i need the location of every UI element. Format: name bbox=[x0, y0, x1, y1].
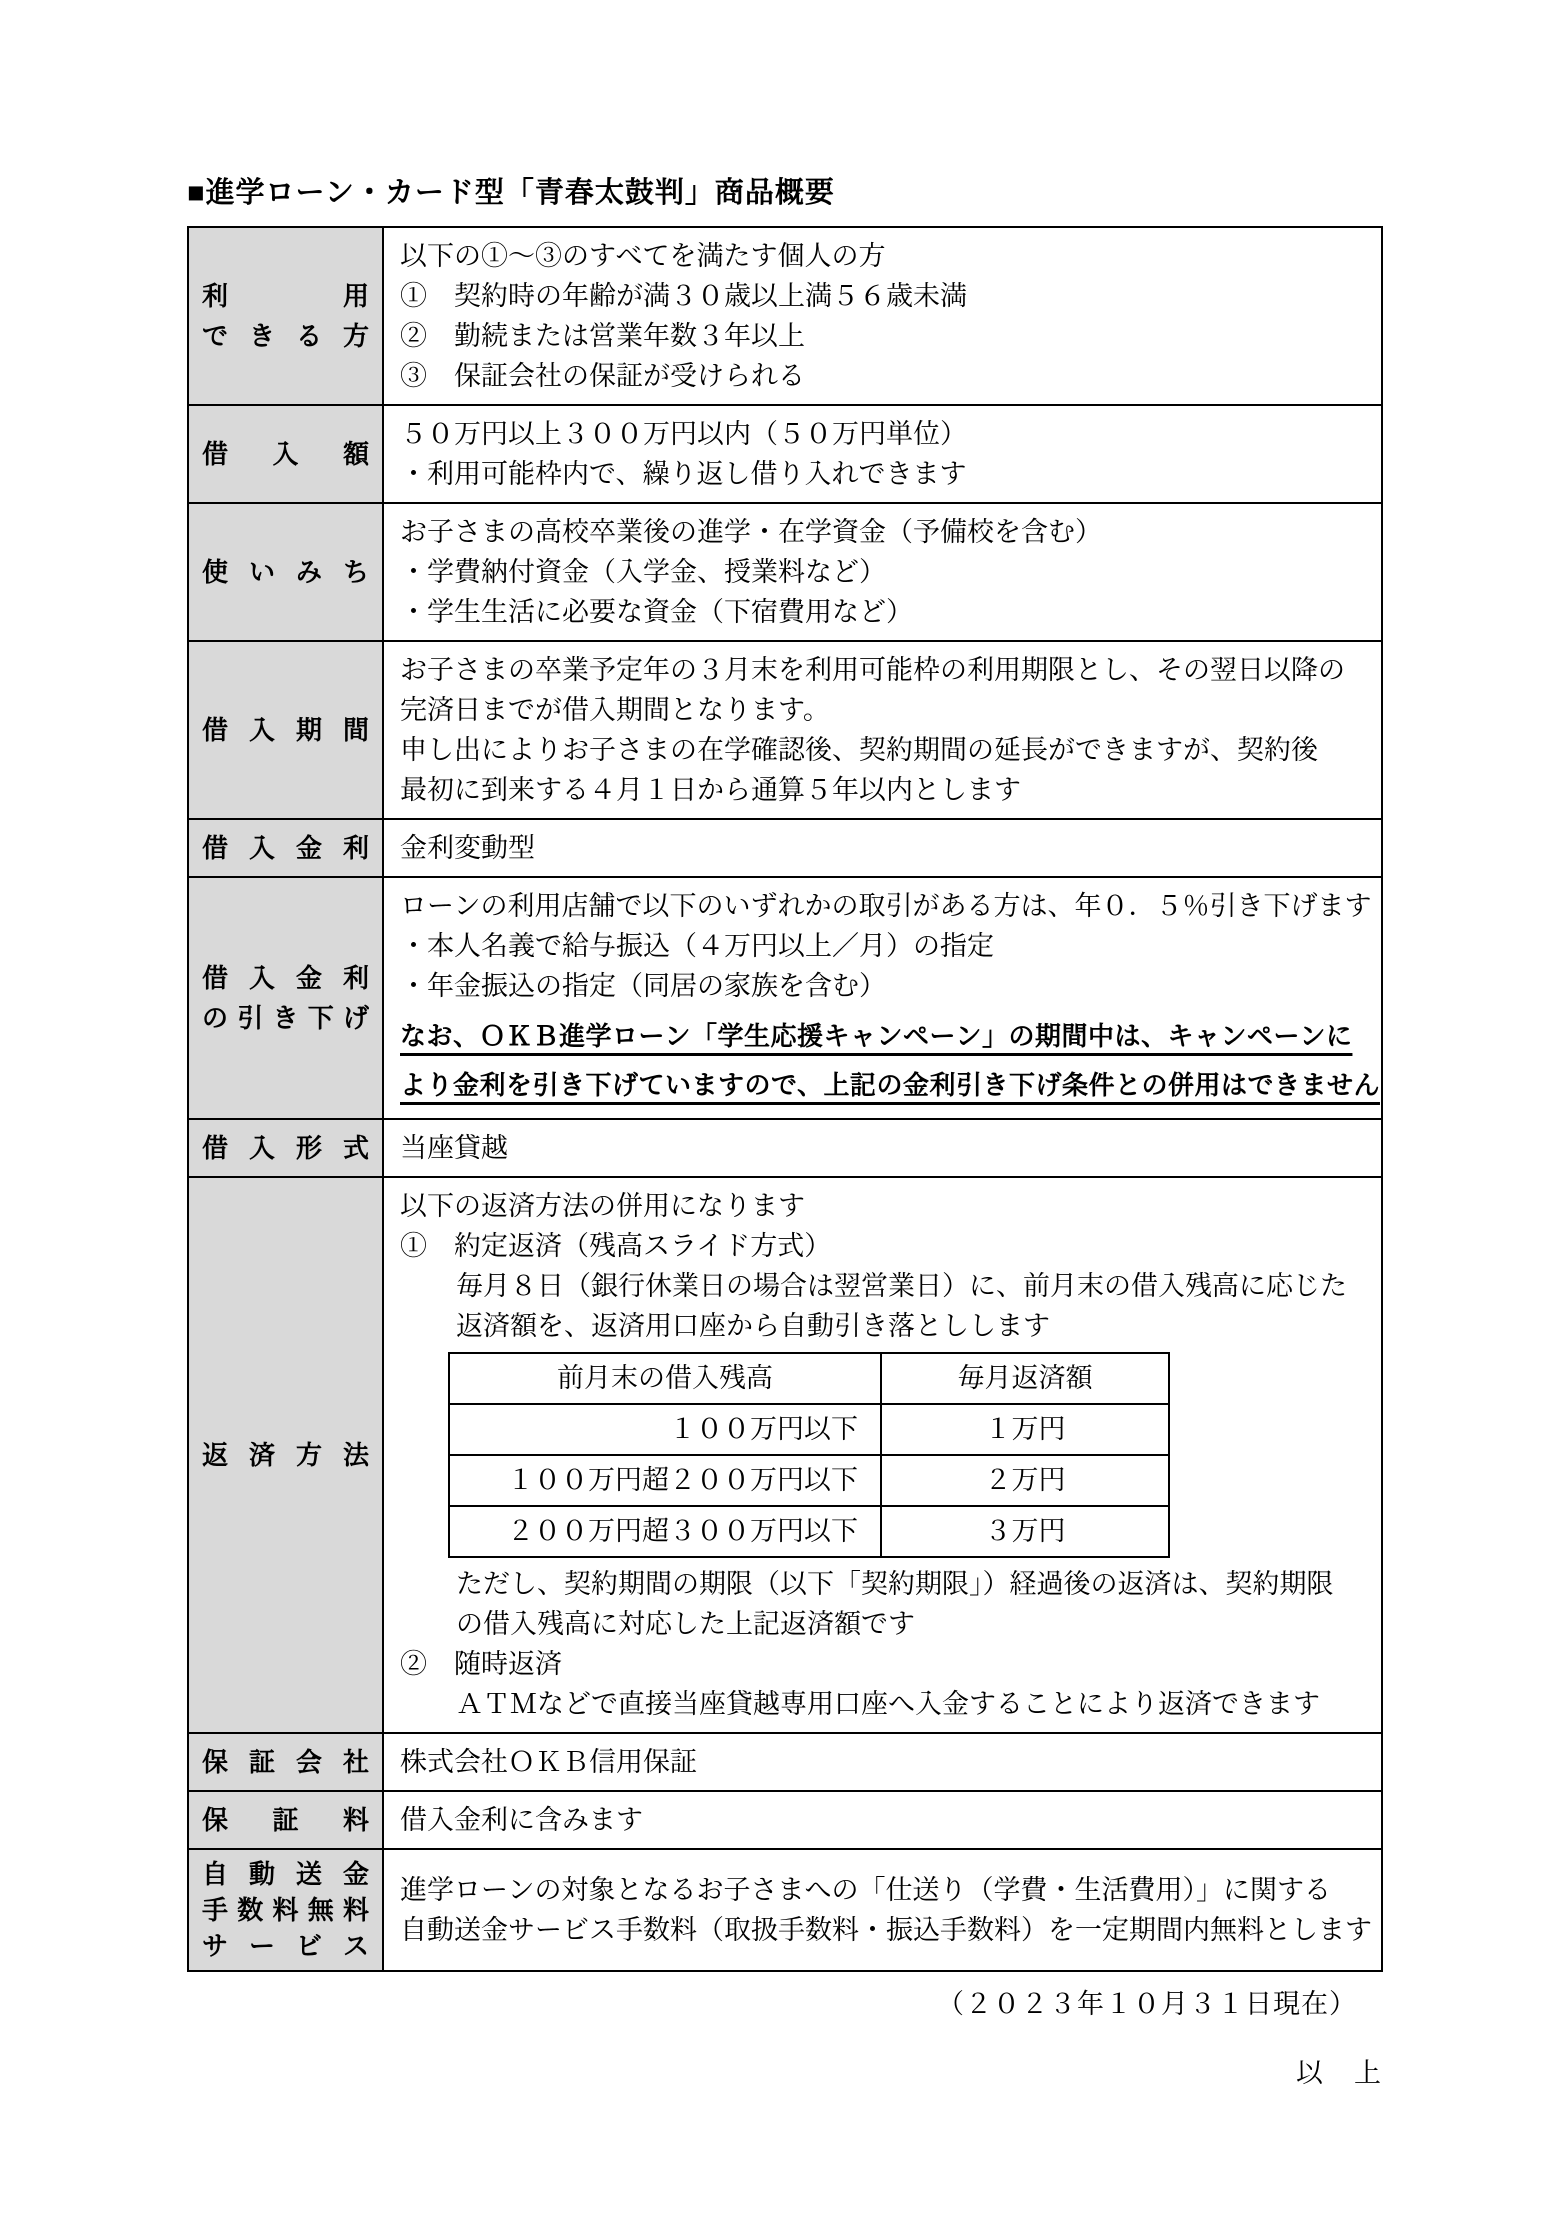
row-interest-rate-label bbox=[188, 819, 383, 877]
row-loan-period bbox=[188, 641, 1382, 819]
repayment-table-row bbox=[449, 1404, 1169, 1455]
content-line: ローンの利用店舗で以下のいずれかの取引がある方は、年０．５％引き下げます bbox=[400, 891, 1372, 921]
label-line: 借 入 金 利 bbox=[202, 833, 369, 863]
row-repayment-method-content bbox=[383, 1177, 1382, 1733]
content-line: 当座貸越 bbox=[400, 1133, 508, 1163]
row-loan-amount-content bbox=[383, 405, 1382, 503]
row-auto-transfer-service bbox=[188, 1849, 1382, 1971]
row-guarantor bbox=[188, 1733, 1382, 1791]
label-line: サ ー ビ ス bbox=[202, 1931, 369, 1961]
repayment-table-header-monthly: 毎月返済額 bbox=[881, 1353, 1169, 1404]
balance-range: １００万円超２００万円以下 bbox=[449, 1455, 881, 1506]
row-eligibility-label bbox=[188, 227, 383, 405]
monthly-amount: ２万円 bbox=[881, 1455, 1169, 1506]
row-guarantee-fee-label bbox=[188, 1791, 383, 1849]
label-line: 使 い み ち bbox=[202, 557, 369, 587]
repayment-table-header-balance: 前月末の借入残高 bbox=[449, 1353, 881, 1404]
row-loan-period-content bbox=[383, 641, 1382, 819]
content-line: 借入金利に含みます bbox=[400, 1805, 643, 1835]
row-repayment-method-label bbox=[188, 1177, 383, 1733]
row-loan-amount bbox=[188, 405, 1382, 503]
content-line: 株式会社ＯＫＢ信用保証 bbox=[400, 1747, 697, 1777]
content-line: 金利変動型 bbox=[400, 833, 535, 863]
row-guarantor-content bbox=[383, 1733, 1382, 1791]
label-line: 借 入 金 利 bbox=[202, 963, 369, 993]
row-interest-rate bbox=[188, 819, 1382, 877]
content-line: ② 勤続または営業年数３年以上 bbox=[400, 321, 805, 351]
content-line: ・学生生活に必要な資金（下宿費用など） bbox=[400, 597, 913, 627]
label-line: 借 入 額 bbox=[202, 439, 369, 469]
label-line: 自 動 送 金 bbox=[202, 1859, 369, 1889]
label-line: 返 済 方 法 bbox=[202, 1440, 369, 1470]
row-auto-transfer-service-label bbox=[188, 1849, 383, 1971]
content-line: 以下の返済方法の併用になります bbox=[400, 1191, 805, 1221]
row-guarantee-fee-content bbox=[383, 1791, 1382, 1849]
row-rate-discount-content bbox=[383, 877, 1382, 1119]
label-line: で き る 方 bbox=[202, 321, 369, 351]
repayment-amount-table bbox=[448, 1352, 1170, 1558]
content-line: ① 契約時の年齢が満３０歳以上満５６歳未満 bbox=[400, 281, 967, 311]
label-line: の 引 き 下 げ bbox=[202, 1003, 369, 1033]
content-line: ただし、契約期間の期限（以下「契約期限」）経過後の返済は、契約期限 bbox=[456, 1569, 1334, 1599]
content-line: 完済日までが借入期間となります。 bbox=[400, 695, 830, 725]
row-loan-form bbox=[188, 1119, 1382, 1177]
content-line: ・利用可能枠内で、繰り返し借り入れできます bbox=[400, 459, 967, 489]
row-repayment-method bbox=[188, 1177, 1382, 1733]
content-line: 自動送金サービス手数料（取扱手数料・振込手数料）を一定期間内無料とします bbox=[400, 1915, 1372, 1945]
row-usage bbox=[188, 503, 1382, 641]
content-line: 返済額を、返済用口座から自動引き落としします bbox=[456, 1311, 1050, 1341]
monthly-amount: ３万円 bbox=[881, 1506, 1169, 1557]
content-line: ・本人名義で給与振込（４万円以上／月）の指定 bbox=[400, 931, 994, 961]
row-rate-discount bbox=[188, 877, 1382, 1119]
row-rate-discount-label bbox=[188, 877, 383, 1119]
row-eligibility bbox=[188, 227, 1382, 405]
row-auto-transfer-service-content bbox=[383, 1849, 1382, 1971]
closing-mark: 以 上 bbox=[1296, 2058, 1383, 2088]
content-line: ① 約定返済（残高スライド方式） bbox=[400, 1231, 832, 1261]
row-loan-form-label bbox=[188, 1119, 383, 1177]
content-line: ・学費納付資金（入学金、授業料など） bbox=[400, 557, 886, 587]
row-loan-form-content bbox=[383, 1119, 1382, 1177]
row-guarantee-fee bbox=[188, 1791, 1382, 1849]
row-loan-amount-label bbox=[188, 405, 383, 503]
balance-range: １００万円以下 bbox=[449, 1404, 881, 1455]
row-eligibility-content bbox=[383, 227, 1382, 405]
content-line: 申し出によりお子さまの在学確認後、契約期間の延長ができますが、契約後 bbox=[400, 735, 1318, 765]
content-line: ＡＴＭなどで直接当座貸越専用口座へ入金することにより返済できます bbox=[456, 1689, 1320, 1719]
campaign-note-line: なお、ＯＫＢ進学ローン「学生応援キャンペーン」の期間中は、キャンペーンに bbox=[400, 1021, 1353, 1051]
content-line: 進学ローンの対象となるお子さまへの「仕送り（学費・生活費用）」に関する bbox=[400, 1875, 1331, 1905]
content-line: お子さまの高校卒業後の進学・在学資金（予備校を含む） bbox=[400, 517, 1102, 547]
row-loan-period-label bbox=[188, 641, 383, 819]
label-line: 保 証 料 bbox=[202, 1805, 369, 1835]
content-line: 最初に到来する４月１日から通算５年以内とします bbox=[400, 775, 1021, 805]
repayment-table-row bbox=[449, 1455, 1169, 1506]
as-of-date: （２０２３年１０月３１日現在） bbox=[937, 1989, 1357, 2019]
label-line: 借 入 形 式 bbox=[202, 1133, 369, 1163]
content-line: ５０万円以上３００万円以内（５０万円単位） bbox=[400, 419, 967, 449]
content-line: ・年金振込の指定（同居の家族を含む） bbox=[400, 971, 886, 1001]
row-guarantor-label bbox=[188, 1733, 383, 1791]
repayment-table-row bbox=[449, 1506, 1169, 1557]
balance-range: ２００万円超３００万円以下 bbox=[449, 1506, 881, 1557]
content-line: 以下の①～③のすべてを満たす個人の方 bbox=[400, 241, 886, 271]
page-title: ■進学ローン・カード型「青春太鼓判」商品概要 bbox=[187, 177, 835, 209]
row-usage-label bbox=[188, 503, 383, 641]
row-usage-content bbox=[383, 503, 1382, 641]
content-line: の借入残高に対応した上記返済額です bbox=[456, 1609, 915, 1639]
label-line: 保 証 会 社 bbox=[202, 1747, 369, 1777]
content-line: 毎月８日（銀行休業日の場合は翌営業日）に、前月末の借入残高に応じた bbox=[456, 1271, 1347, 1301]
campaign-note-line: より金利を引き下げていますので、上記の金利引き下げ条件との併用はできません bbox=[400, 1070, 1380, 1100]
label-line: 借 入 期 間 bbox=[202, 715, 369, 745]
label-line: 手 数 料 無 料 bbox=[202, 1895, 369, 1925]
row-interest-rate-content bbox=[383, 819, 1382, 877]
repayment-table-header-row bbox=[449, 1353, 1169, 1404]
content-line: ② 随時返済 bbox=[400, 1649, 562, 1679]
content-line: お子さまの卒業予定年の３月末を利用可能枠の利用期限とし、その翌日以降の bbox=[400, 655, 1345, 685]
content-line: ③ 保証会社の保証が受けられる bbox=[400, 361, 805, 391]
label-line: 利 用 bbox=[202, 281, 369, 311]
product-summary-table bbox=[187, 226, 1383, 1972]
monthly-amount: １万円 bbox=[881, 1404, 1169, 1455]
